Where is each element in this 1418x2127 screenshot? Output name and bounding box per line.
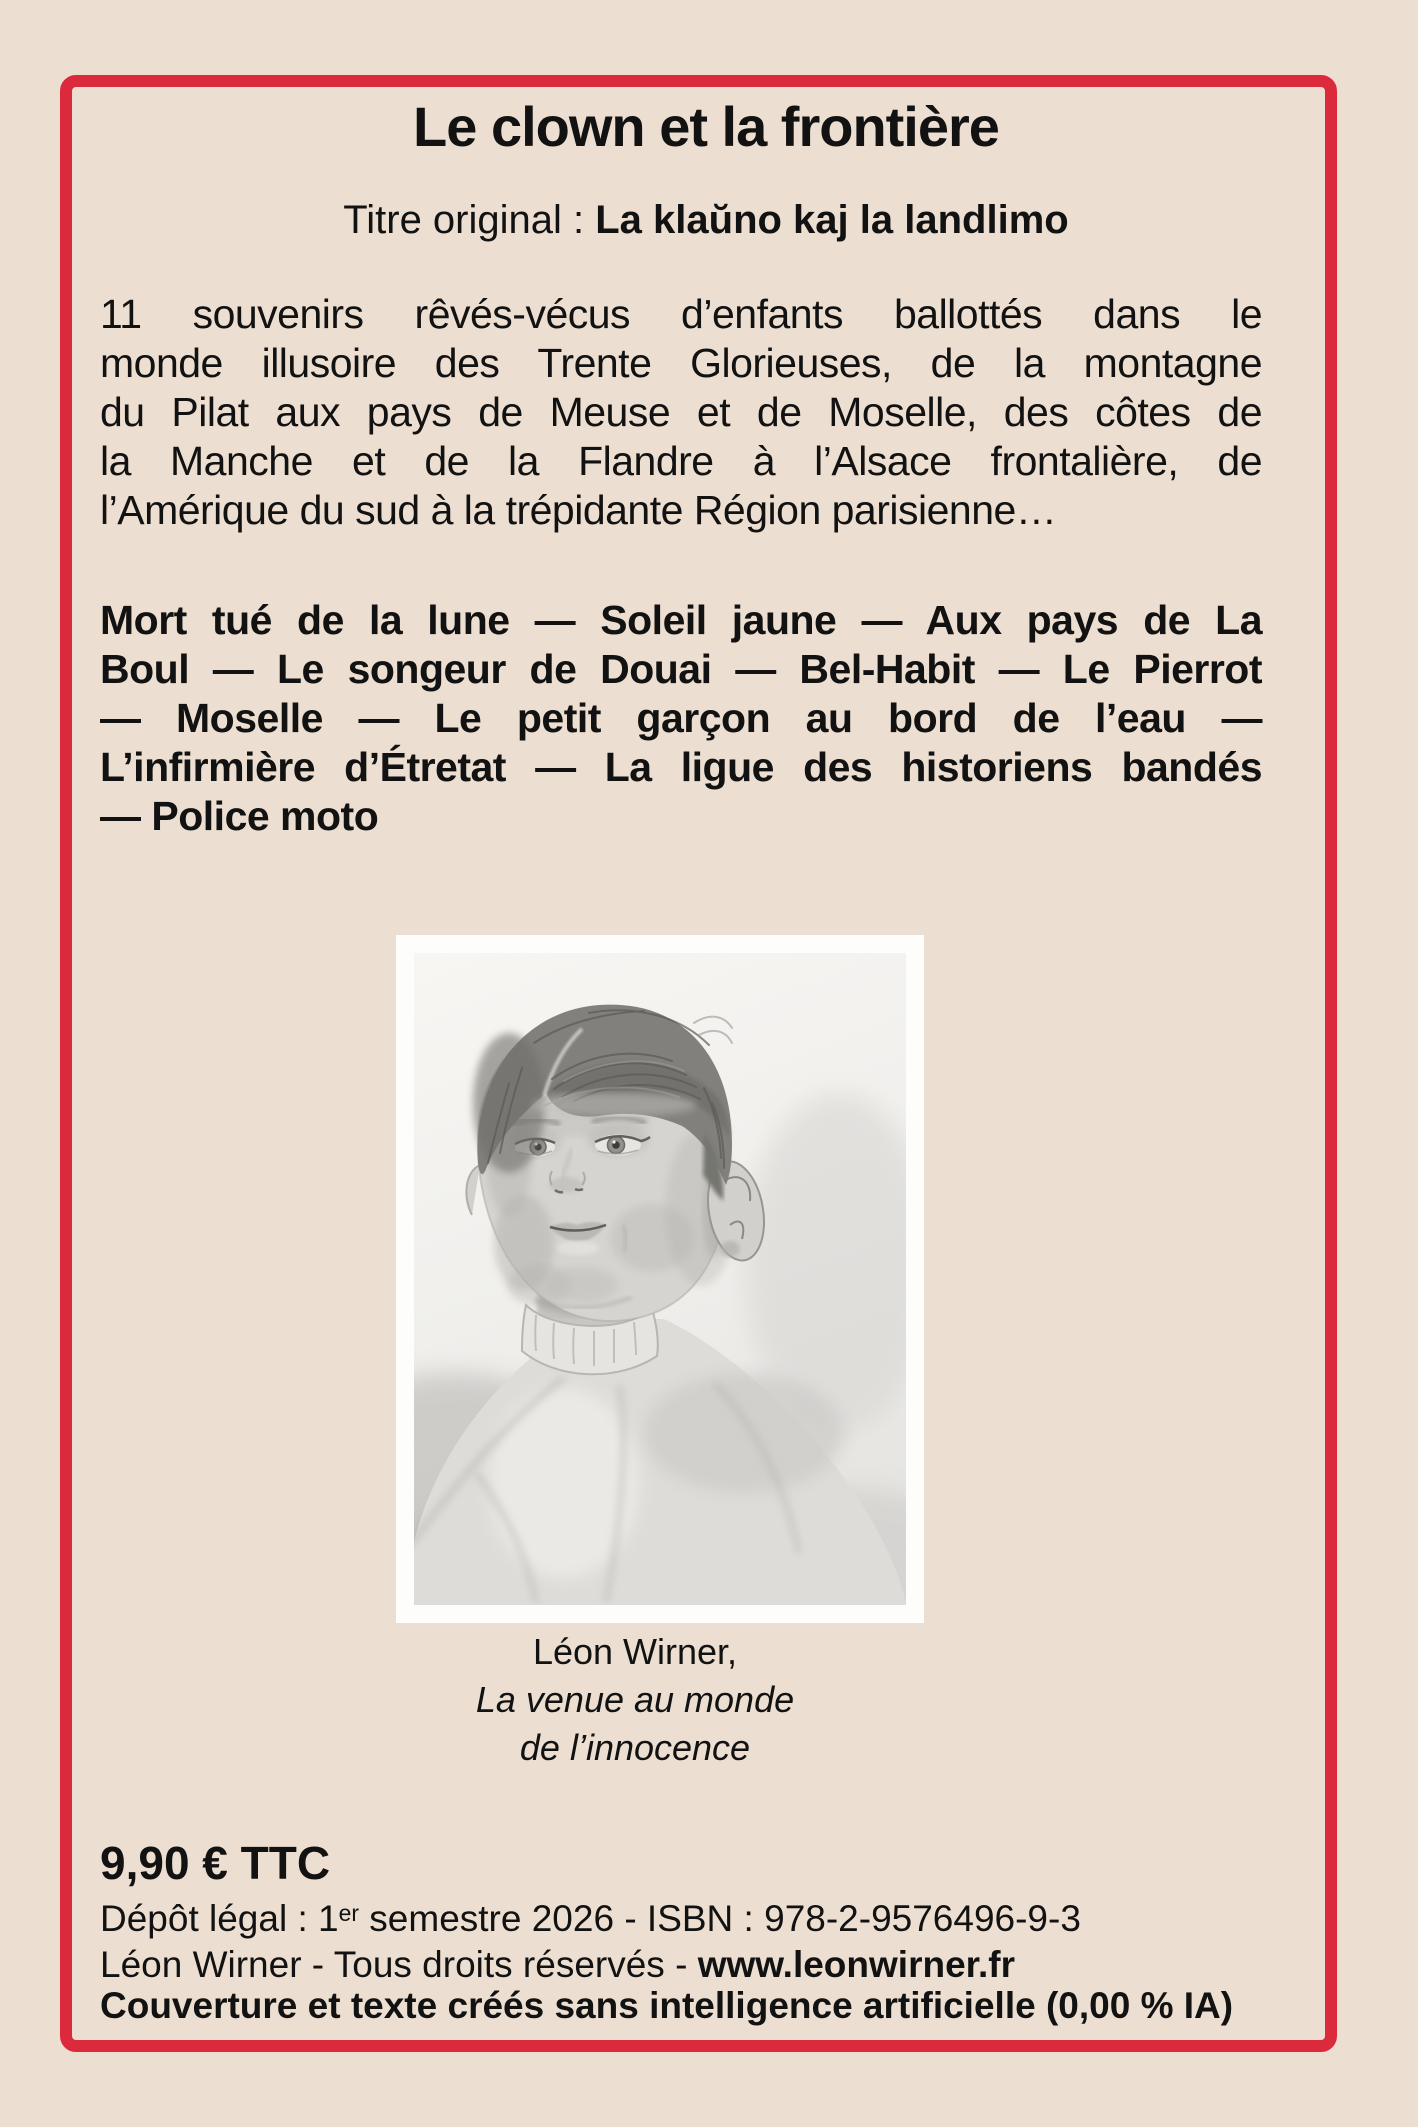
child-portrait-drawing bbox=[414, 953, 906, 1605]
caption-work-title-line2: de l’innocence bbox=[519, 1727, 751, 1768]
original-title-prefix: Titre original : bbox=[343, 198, 596, 242]
rights-text: Léon Wirner - Tous droits réservés - bbox=[100, 1944, 698, 1985]
portrait-caption bbox=[371, 1628, 899, 1772]
legal-block bbox=[100, 1898, 1312, 2026]
portrait-frame bbox=[396, 935, 924, 1623]
rights-line bbox=[100, 1944, 1312, 1985]
synopsis-paragraph bbox=[100, 290, 1262, 535]
story-line: — Moselle — Le petit garçon au bord de l’eau — bbox=[100, 695, 1262, 741]
caption-artist-name: Léon Wirner, bbox=[532, 1631, 738, 1672]
legal-deposit-suffix: semestre 2026 - ISBN : 978-2-9576496-9-3 bbox=[359, 1898, 1081, 1939]
synopsis-line: 11 souvenirs rêvés-vécus d’enfants ballottés dans le bbox=[100, 291, 1262, 337]
story-line: L’infirmière d’Étretat — La ligue des historiens bandés bbox=[100, 744, 1262, 790]
book-title: Le clown et la frontière bbox=[413, 95, 999, 158]
story-line: — Police moto bbox=[100, 793, 379, 839]
no-ai-line: Couverture et texte créés sans intelligence artificielle (0,00 % IA) bbox=[100, 1985, 1234, 2026]
synopsis-line: l’Amérique du sud à la trépidante Région parisienne… bbox=[100, 487, 1057, 533]
legal-deposit-ordinal: er bbox=[338, 1899, 360, 1926]
legal-deposit-prefix: Dépôt légal : 1 bbox=[100, 1898, 339, 1939]
story-line: Boul — Le songeur de Douai — Bel-Habit — Le Pierrot bbox=[100, 646, 1262, 692]
website-url: www.leonwirner.fr bbox=[697, 1944, 1016, 1985]
caption-work-title-line1: La venue au monde bbox=[475, 1679, 795, 1720]
synopsis-line: du Pilat aux pays de Meuse et de Moselle, des côtes de bbox=[100, 389, 1262, 435]
stories-paragraph bbox=[100, 596, 1262, 841]
original-title-text: La klaŭno kaj la landlimo bbox=[595, 198, 1069, 242]
synopsis-line: monde illusoire des Trente Glorieuses, de la montagne bbox=[100, 340, 1262, 386]
story-line: Mort tué de la lune — Soleil jaune — Aux pays de La bbox=[100, 597, 1262, 643]
synopsis-line: la Manche et de la Flandre à l’Alsace frontalière, de bbox=[100, 438, 1262, 484]
original-title-line bbox=[100, 198, 1312, 243]
legal-deposit-line bbox=[100, 1898, 1312, 1944]
price-text: 9,90 € TTC bbox=[100, 1837, 331, 1889]
